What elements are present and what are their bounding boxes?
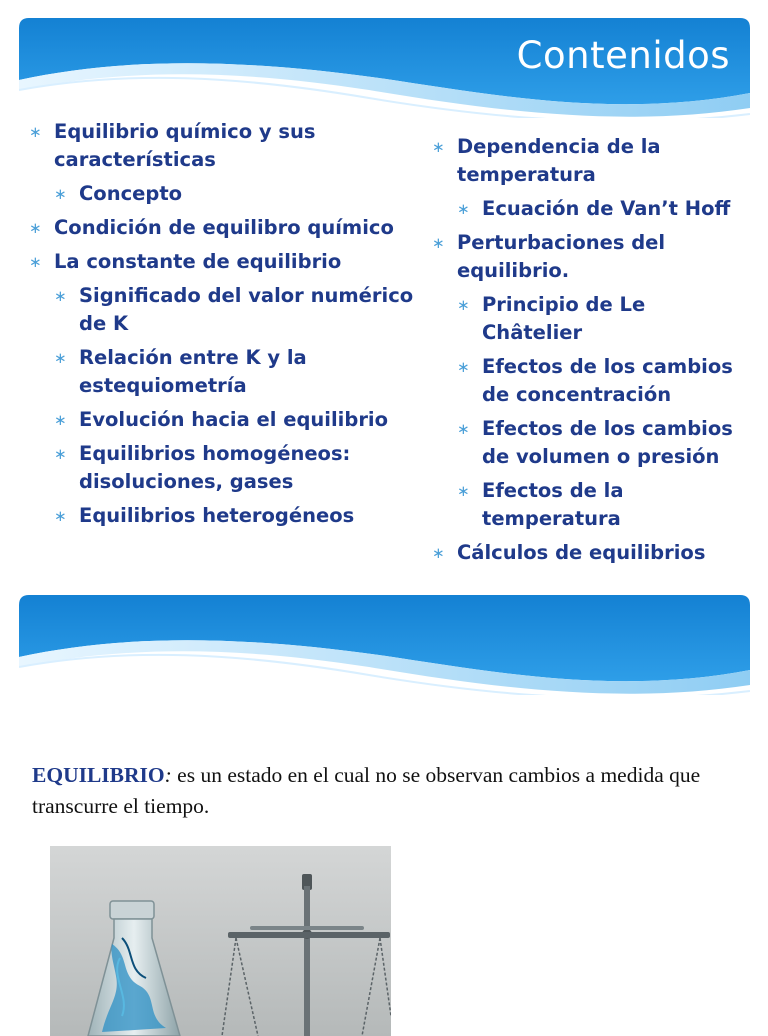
list-item-text: Significado del valor numérico de K: [79, 284, 414, 335]
list-item-text: Ecuación de Van’t Hoff: [482, 197, 731, 220]
list-item-text: Equilibrio químico y sus características: [54, 120, 316, 171]
contents-list-right: [432, 133, 752, 573]
list-item-text: Relación entre K y la estequiometría: [79, 346, 307, 397]
wave-banner: [19, 595, 750, 695]
list-item: [432, 353, 752, 409]
bullet-icon: ∗: [54, 287, 67, 305]
list-item: [432, 291, 752, 347]
bullet-icon: ∗: [457, 296, 470, 314]
bullet-icon: ∗: [457, 358, 470, 376]
bullet-icon: ∗: [29, 123, 42, 141]
bullet-icon: ∗: [54, 507, 67, 525]
list-item-text: Efectos de los cambios de concentración: [482, 355, 733, 406]
bullet-icon: ∗: [457, 200, 470, 218]
list-item: [432, 477, 752, 533]
list-item: [432, 539, 752, 567]
bullet-icon: ∗: [29, 219, 42, 237]
bullet-icon: ∗: [457, 482, 470, 500]
bullet-icon: ∗: [54, 411, 67, 429]
list-item-text: Equilibrios homogéneos: disoluciones, gases: [79, 442, 351, 493]
bullet-icon: ∗: [432, 544, 445, 562]
list-item: [29, 180, 419, 208]
list-item: [29, 344, 419, 400]
bullet-icon: ∗: [54, 445, 67, 463]
list-item-text: Condición de equilibro químico: [54, 216, 394, 239]
list-item: [29, 440, 419, 496]
slide-title: Contenidos: [516, 34, 730, 77]
list-item-text: Dependencia de la temperatura: [457, 135, 661, 186]
list-item: [432, 229, 752, 285]
list-item-text: Equilibrios heterogéneos: [79, 504, 355, 527]
list-item: [29, 282, 419, 338]
list-item-text: La constante de equilibrio: [54, 250, 342, 273]
bullet-icon: ∗: [432, 138, 445, 156]
list-item-text: Principio de Le Châtelier: [482, 293, 646, 344]
contents-list-left: [29, 118, 419, 536]
list-item: [432, 133, 752, 189]
list-item: [29, 502, 419, 530]
flask-and-balance-scale-image: [50, 846, 391, 1036]
list-item: [29, 118, 419, 174]
list-item: [432, 195, 752, 223]
definition-term: EQUILIBRIO: [32, 762, 165, 787]
slide-contenidos: [19, 18, 750, 578]
list-item: [29, 214, 419, 242]
list-item-text: Evolución hacia el equilibrio: [79, 408, 389, 431]
list-item: [29, 406, 419, 434]
definition-body: es un estado en el cual no se observan cambios a medida que transcurre el tiempo.: [32, 762, 701, 818]
slide-equilibrio: [19, 595, 750, 1024]
list-item: [29, 248, 419, 276]
bullet-icon: ∗: [54, 185, 67, 203]
bullet-icon: ∗: [29, 253, 42, 271]
list-item-text: Cálculos de equilibrios: [457, 541, 706, 564]
list-item-text: Concepto: [79, 182, 183, 205]
list-item-text: Efectos de los cambios de volumen o presión: [482, 417, 733, 468]
list-item-text: Efectos de la temperatura: [482, 479, 624, 530]
list-item-text: Perturbaciones del equilibrio.: [457, 231, 666, 282]
bullet-icon: ∗: [457, 420, 470, 438]
definition-text: [32, 760, 737, 822]
bullet-icon: ∗: [432, 234, 445, 252]
definition-colon: :: [164, 762, 172, 787]
bullet-icon: ∗: [54, 349, 67, 367]
list-item: [432, 415, 752, 471]
